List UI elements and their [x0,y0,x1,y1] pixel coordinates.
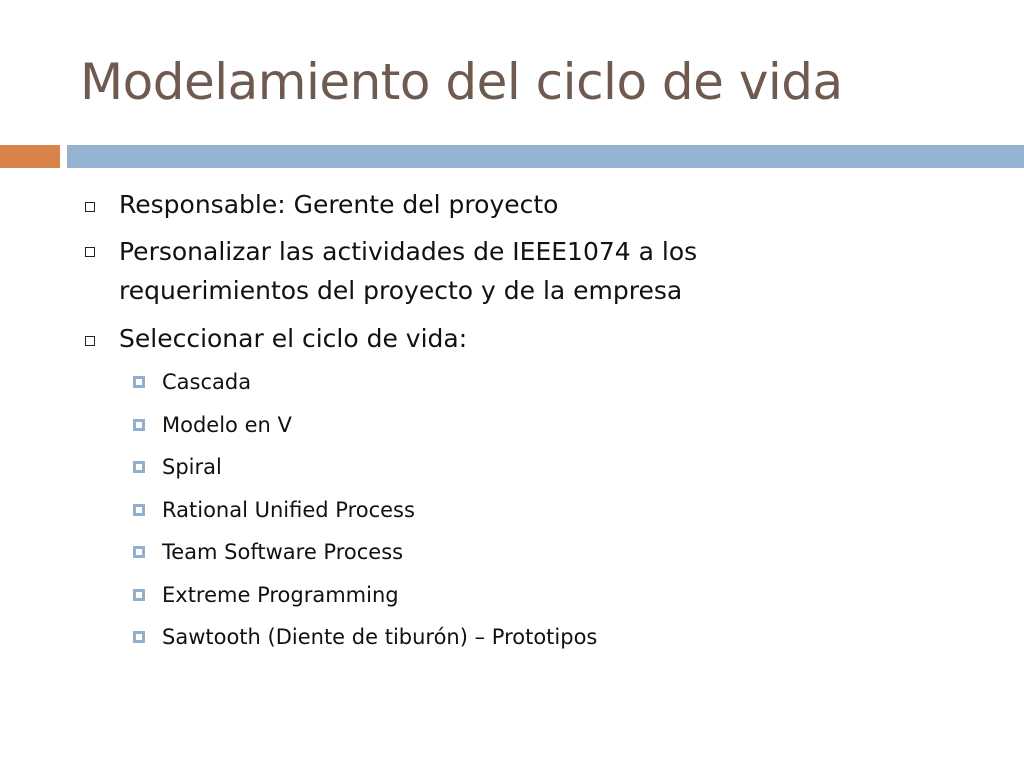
hollow-square-bullet-icon [85,202,95,212]
square-bullet-icon [133,376,145,388]
bullet-item: Personalizar las actividades de IEEE1074 a los [119,237,698,266]
hollow-square-bullet-icon [85,336,95,346]
bullet-item-continuation: requerimientos del proyecto y de la empresa [119,276,683,305]
square-bullet-icon [133,546,145,558]
square-bullet-icon [133,461,145,473]
square-bullet-icon [133,631,145,643]
square-bullet-icon [133,419,145,431]
hollow-square-bullet-icon [85,247,95,257]
sub-bullet-item: Team Software Process [162,540,404,564]
slide-title: Modelamiento del ciclo de vida [80,53,843,111]
sub-bullet-item: Modelo en V [162,413,292,437]
square-bullet-icon [133,504,145,516]
sub-bullet-item: Extreme Programming [162,583,399,607]
sub-bullet-item: Rational Unified Process [162,498,415,522]
sub-bullet-item: Spiral [162,455,222,479]
square-bullet-icon [133,589,145,601]
sub-bullet-item: Cascada [162,370,252,394]
sub-bullet-item: Sawtooth (Diente de tiburón) – Prototipos [162,625,598,649]
bullet-item: Responsable: Gerente del proyecto [119,190,559,219]
bullet-item: Seleccionar el ciclo de vida: [119,324,468,353]
